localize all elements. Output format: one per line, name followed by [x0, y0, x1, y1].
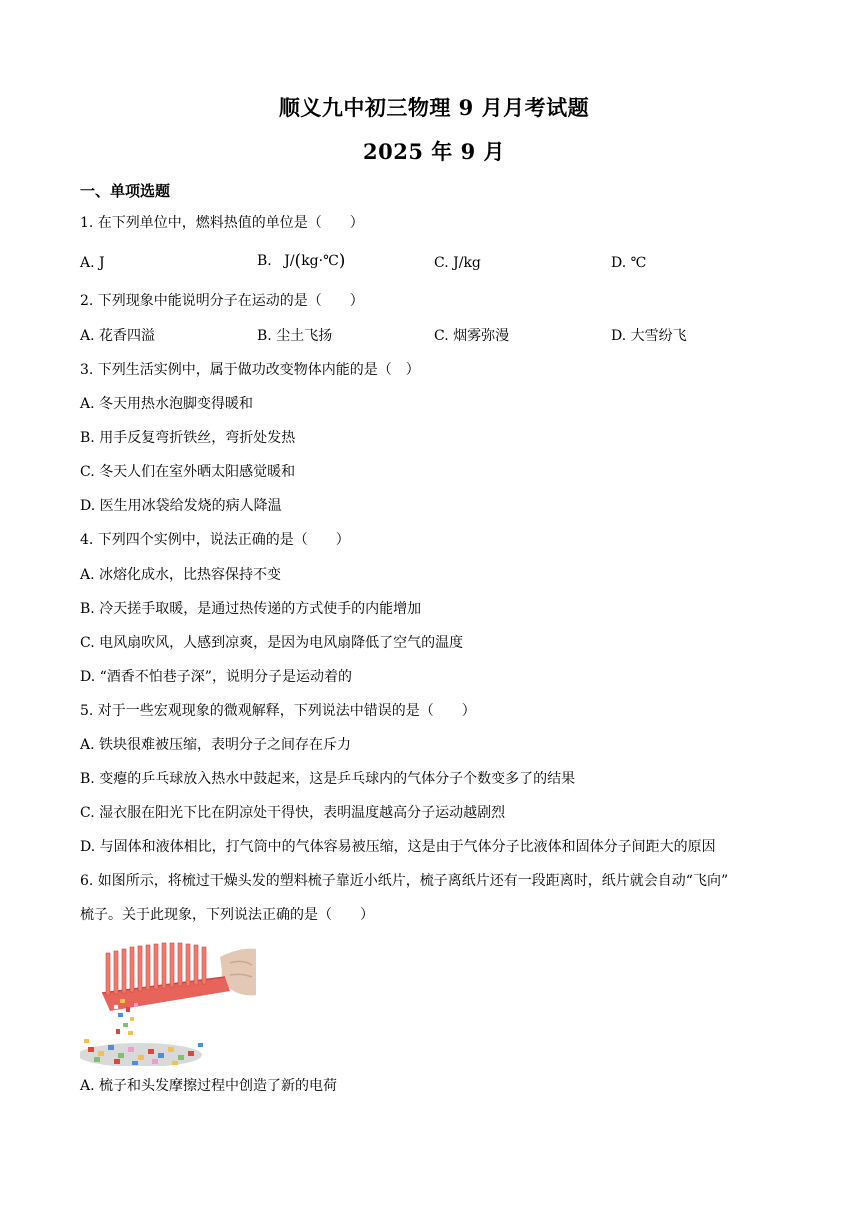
- question-3-option-b: B. 用手反复弯折铁丝，弯折处发热: [80, 430, 296, 446]
- question-5-option-b: B. 变瘪的乒乓球放入热水中鼓起来，这是乒乓球内的气体分子个数变多了的结果: [80, 771, 576, 787]
- question-6-option-a: A. 梳子和头发摩擦过程中创造了新的电荷: [80, 1078, 338, 1094]
- question-4-option-d: D. “酒香不怕巷子深”，说明分子是运动着的: [80, 669, 352, 685]
- section-heading: 一、单项选题: [80, 182, 171, 200]
- question-3-option-c: C. 冬天人们在室外晒太阳感觉暖和: [80, 464, 296, 480]
- question-1-option-c: C. J/kg: [434, 255, 481, 271]
- question-2-stem: 2. 下列现象中能说明分子在运动的是（ ）: [80, 293, 364, 309]
- unit-inner: kg·℃: [301, 253, 339, 269]
- question-1-stem: 1. 在下列单位中，燃料热值的单位是（ ）: [80, 215, 364, 231]
- question-1-option-b-unit: [284, 253, 345, 269]
- question-2-option-b: B. 尘土飞扬: [257, 328, 333, 344]
- unit-close-paren: ): [338, 251, 346, 271]
- exam-title: 顺义九中初三物理 9 月月考试题: [278, 95, 590, 120]
- question-2-option-c: C. 烟雾弥漫: [434, 328, 510, 344]
- question-5-option-c: C. 湿衣服在阳光下比在阴凉处干得快，表明温度越高分子运动越剧烈: [80, 805, 506, 821]
- question-1-option-d: D. ℃: [611, 255, 647, 271]
- question-5-option-d: D. 与固体和液体相比，打气筒中的气体容易被压缩，这是由于气体分子比液体和固体分子间距大的原因: [80, 839, 716, 855]
- question-1-option-b-label: B.: [257, 253, 272, 269]
- question-4-option-b: B. 冷天搓手取暖，是通过热传递的方式使手的内能增加: [80, 601, 422, 617]
- question-3-option-d: D. 医生用冰袋给发烧的病人降温: [80, 498, 282, 514]
- question-3-stem: 3. 下列生活实例中，属于做功改变物体内能的是（ ）: [80, 362, 420, 378]
- question-2-option-a: A. 花香四溢: [80, 328, 156, 344]
- exam-date: 2025 年 9 月: [363, 139, 505, 164]
- question-1-option-b: [257, 251, 345, 271]
- question-2-option-d: D. 大雪纷飞: [611, 328, 687, 344]
- question-3-option-a: A. 冬天用热水泡脚变得暖和: [80, 396, 254, 412]
- question-1-option-a: A. J: [80, 255, 105, 271]
- question-6-stem-line-2: 梳子。关于此现象，下列说法正确的是（ ）: [80, 907, 374, 923]
- question-6-stem-line-1: 6. 如图所示，将梳过干燥头发的塑料梳子靠近小纸片，梳子离纸片还有一段距离时，纸片就会自动“飞向”: [80, 873, 729, 889]
- comb-paper-figure: [80, 935, 256, 1066]
- unit-prefix: J/: [284, 253, 295, 269]
- question-5-option-a: A. 铁块很难被压缩，表明分子之间存在斥力: [80, 737, 352, 753]
- question-4-stem: 4. 下列四个实例中，说法正确的是（ ）: [80, 532, 350, 548]
- question-4-option-c: C. 电风扇吹风，人感到凉爽，是因为电风扇降低了空气的温度: [80, 635, 464, 651]
- question-5-stem: 5. 对于一些宏观现象的微观解释，下列说法中错误的是（ ）: [80, 703, 476, 719]
- question-4-option-a: A. 冰熔化成水，比热容保持不变: [80, 567, 282, 583]
- unit-open-paren: (: [294, 251, 302, 271]
